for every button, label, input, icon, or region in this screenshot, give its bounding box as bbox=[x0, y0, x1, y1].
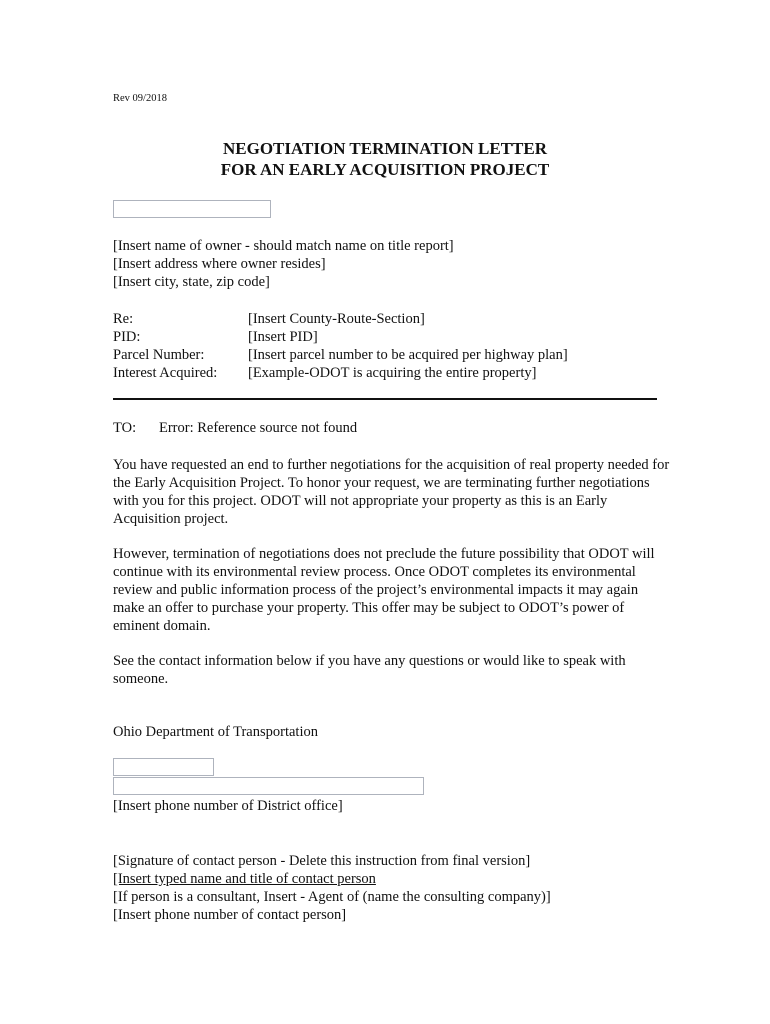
district-phone: [Insert phone number of District office] bbox=[113, 798, 343, 814]
body-paragraph-3: See the contact information below if you have any questions or would like to speak with someone. bbox=[113, 653, 626, 687]
parcel-number-label: Parcel Number: bbox=[113, 347, 205, 363]
re-label: Re: bbox=[113, 311, 134, 327]
body-paragraph-2: However, termination of negotiations does not preclude the future possibility that ODOT will continue with its environmental review process. Once ODOT completes its environmental review and public information process of the project’s environmental impacts it may again make an offer to purchase your property. This offer may be subject to ODOT’s power of eminent domain. bbox=[113, 546, 655, 634]
re-value: [Insert County-Route-Section] bbox=[248, 311, 425, 327]
pid-label: PID: bbox=[113, 329, 141, 345]
district-field[interactable] bbox=[113, 758, 214, 776]
parcel-number-value: [Insert parcel number to be acquired per highway plan] bbox=[248, 347, 568, 363]
interest-acquired-value: [Example-ODOT is acquiring the entire property] bbox=[248, 365, 537, 381]
reference-labels bbox=[113, 310, 217, 382]
owner-name: [Insert name of owner - should match name on title report] bbox=[113, 238, 454, 254]
pid-value: [Insert PID] bbox=[248, 329, 318, 345]
signature-block bbox=[113, 852, 551, 924]
owner-city-state-zip: [Insert city, state, zip code] bbox=[113, 274, 270, 290]
to-label: TO: bbox=[113, 420, 137, 436]
contact-phone: [Insert phone number of contact person] bbox=[113, 907, 347, 923]
to-value: Error: Reference source not found bbox=[159, 420, 358, 436]
owner-address-block bbox=[113, 237, 454, 291]
owner-address: [Insert address where owner resides] bbox=[113, 256, 326, 272]
consultant-agent-line: [If person is a consultant, Insert - Agent of (name the consulting company)] bbox=[113, 889, 551, 905]
revision-label: Rev 09/2018 bbox=[113, 93, 167, 104]
district-address-field[interactable] bbox=[113, 777, 424, 795]
body-paragraph-1: You have requested an end to further negotiations for the acquisition of real property needed for the Early Acquisition Project. To honor your request, we are terminating further negotiations with you for this project. ODOT will not appropriate your property as this is an Early Acquisition project. bbox=[113, 457, 670, 527]
organization-name: Ohio Department of Transportation bbox=[113, 724, 318, 740]
reference-values bbox=[248, 310, 568, 382]
date-field[interactable] bbox=[113, 200, 271, 218]
horizontal-divider bbox=[113, 398, 657, 400]
typed-name-title: [Insert typed name and title of contact person bbox=[113, 871, 376, 887]
interest-acquired-label: Interest Acquired: bbox=[113, 365, 218, 381]
document-title-line-1: NEGOTIATION TERMINATION LETTER bbox=[222, 139, 547, 158]
document-title-line-2: FOR AN EARLY ACQUISITION PROJECT bbox=[220, 160, 550, 179]
signature-instruction: [Signature of contact person - Delete this instruction from final version] bbox=[113, 853, 531, 869]
